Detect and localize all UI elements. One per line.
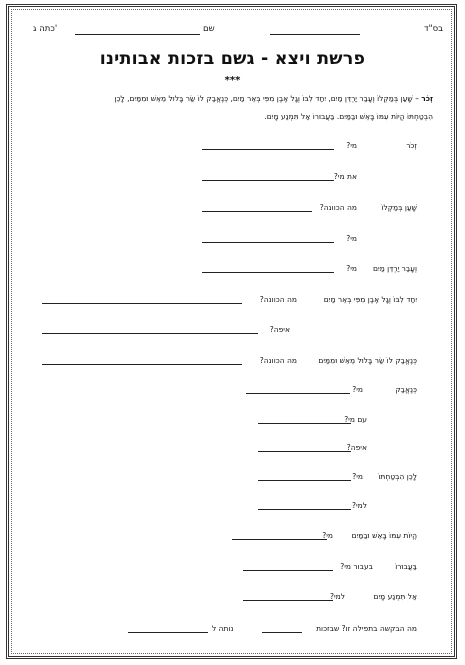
answer-line[interactable] [202,149,334,150]
question-prompt: מי? [352,472,363,481]
answer-line[interactable] [243,570,333,571]
question-prompt: למי? [329,592,345,601]
question-phrase: כְּנֶאֱבַק לוֹ שַׂר בָּלוּל מֵאֵשׁ וּמִמַּיִם [318,356,417,365]
answer-line[interactable] [258,480,351,481]
passage-line-1 [25,91,433,107]
answer-line[interactable] [42,303,242,304]
question-prompt: בעבור מי? [340,562,373,571]
question-prompt: איפה? [269,325,290,334]
question-phrase: אַל תִּמְנַע מָיִם [373,592,417,601]
question-prompt: למי? [351,501,367,510]
question-phrase: וְעָבַר יַרְדֵּן מַיִם [373,264,417,273]
question-prompt: מי? [346,264,357,273]
answer-line[interactable] [258,509,351,510]
answer-line[interactable] [202,211,312,212]
answer-line[interactable] [262,632,302,633]
name-field[interactable] [75,34,200,35]
question-prompt: מי? [322,531,333,540]
question-prompt: מי? [346,141,357,150]
answer-line[interactable] [202,180,334,181]
answer-line[interactable] [243,600,333,601]
question-prompt: מה הכוונה? [259,295,297,304]
question-prompt: מה הכוונה? [259,356,297,365]
question-prompt: עם מי? [344,415,367,424]
class-label: כתה ג' [33,24,58,34]
answer-line[interactable] [42,333,258,334]
answer-line[interactable] [232,539,327,540]
page-title: פרשת ויצא - גשם בזכות אבותינו [99,49,366,69]
question-phrase: זְכֹר [406,141,417,150]
title-stars: *** [224,75,241,86]
question-phrase: יִחַד לִבּוֹ וְגָל אֶבֶן מִפִּי בְּאֵר מַיִם [323,295,417,304]
question-phrase: כְּנֶאֱבַק [395,385,417,394]
question-phrase: הֱיוֹת עִמּוֹ בָּאֵשׁ וּבַמַּיִם [351,531,417,540]
question-prompt: איפה? [346,443,367,452]
passage-line-2: הִבְטַחְתּוֹ הֱיוֹת עִמּוֹ בָּאֵשׁ וּבַמַּיִם. בַּעֲבוּרוֹ אַל תִּמְנַע מָיִם. [264,112,433,121]
answer-line[interactable] [258,423,351,424]
question-phrase: שָׁעַן בְּמַקְלוֹ [381,203,417,212]
question-prompt: מי? [352,385,363,394]
question-prompt: מה הכוונה? [319,203,357,212]
question-prompt: מה הבקשה בתפילה זו? שבזכות [316,624,417,633]
question-prompt: מי? [346,234,357,243]
passage-lead-word: זְכֹר [421,94,433,103]
question-phrase: לָכֵן הִבְטַחְתּוֹ [378,472,417,481]
name-label: שם [203,24,215,34]
answer-line[interactable] [202,272,334,273]
question-prompt: נותה ל [212,624,234,633]
answer-line[interactable] [246,393,350,394]
answer-line[interactable] [42,364,242,365]
question-phrase: בַּעֲבוּרוֹ [395,562,417,571]
passage-text-1: – שָׁעַן בְּמַקְלוֹ וְעָבַר יַרְדֵּן מַיִם, יִחַד לִבּוֹ וְגָל אֶבֶן מִפִּי בְּאֵר מַיִם, כְּנֶאֱבַק לוֹ שַׂר בָּלוּל מֵאֵשׁ וּמִמַּיִם, לָכֵן [114,94,422,103]
bsd-fill-line[interactable] [270,34,360,35]
question-prompt: את מי? [333,172,357,181]
answer-line[interactable] [258,451,351,452]
answer-line[interactable] [202,242,334,243]
bsd-mark: בס"ד [424,24,443,34]
answer-line[interactable] [128,632,208,633]
